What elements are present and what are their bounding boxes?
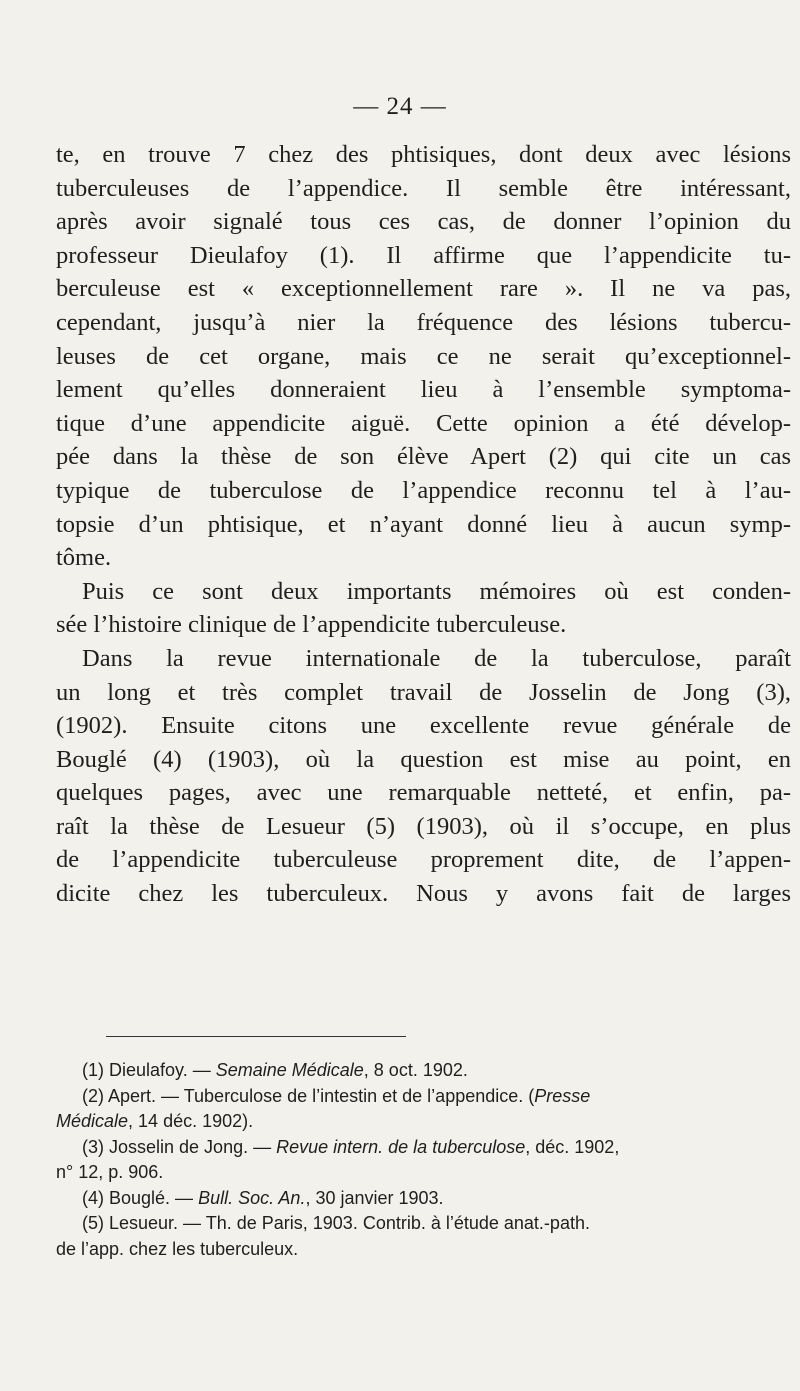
text-line: après avoir signalé tous ces cas, de donner l’opinion du <box>56 208 791 236</box>
text-line: quelques pages, avec une remarquable netteté, et enfin, pa- <box>56 779 791 807</box>
journal-title: Revue intern. de la tuberculose <box>276 1136 526 1157</box>
text-line: tique d’une appendicite aiguë. Cette opinion a été dévelop- <box>56 409 791 437</box>
footnote-text: , 30 janvier 1903. <box>305 1187 444 1208</box>
footnote-2-continued <box>56 1109 791 1135</box>
text-line: sée l’histoire clinique de l’appendicite tuberculeuse. <box>56 611 567 639</box>
text-line: typique de tuberculose de l’appendice reconnu tel à l’au- <box>56 476 791 504</box>
text-line: (1902). Ensuite citons une excellente revue générale de <box>56 712 791 740</box>
text-line: Dans la revue internationale de la tuberculose, paraît <box>82 644 791 672</box>
footnote-text: , déc. 1902, <box>525 1136 620 1157</box>
text-line: tuberculeuses de l’appendice. Il semble être intéressant, <box>56 174 791 202</box>
footnote-text: (1) Dieulafoy. — <box>82 1060 216 1080</box>
text-line: professeur Dieulafoy (1). Il affirme que l’appendicite tu- <box>56 241 791 269</box>
footnotes <box>56 1058 791 1262</box>
footnote-2 <box>56 1084 791 1110</box>
body-text <box>56 138 791 911</box>
text-line: berculeuse est « exceptionnellement rare ». Il ne va pas, <box>56 275 791 303</box>
footnote-text: (4) Bouglé. — <box>82 1187 199 1208</box>
text-line: raît la thèse de Lesueur (5) (1903), où il s’occupe, en plus <box>56 812 791 840</box>
journal-title: Médicale <box>56 1111 129 1131</box>
text-line: dicite chez les tuberculeux. Nous y avons fait de larges <box>56 880 791 908</box>
journal-title: Bull. Soc. An. <box>198 1187 306 1208</box>
text-line: te, en trouve 7 chez des phtisiques, dont deux avec lésions <box>56 141 791 168</box>
text-line: tôme. <box>56 544 112 572</box>
footnote-1 <box>56 1058 791 1084</box>
text-line: Puis ce sont deux importants mémoires où est conden- <box>82 577 791 605</box>
text-line: leuses de cet organe, mais ce ne serait qu’exceptionnel- <box>56 342 791 370</box>
journal-title: Semaine Médicale <box>215 1060 364 1080</box>
footnote-text: (3) Josselin de Jong. — <box>82 1136 277 1157</box>
footnote-text: , 8 oct. 1902. <box>363 1060 468 1080</box>
text-line: pée dans la thèse de son élève Apert (2) qui cite un cas <box>56 443 791 471</box>
text-line: lement qu’elles donneraient lieu à l’ensemble symptoma- <box>56 376 791 404</box>
footnote-text: (2) Apert. — Tuberculose de l’intestin et de l’appendice. ( <box>82 1085 535 1106</box>
footnote-5-continued: de l’app. chez les tuberculeux. <box>56 1238 299 1259</box>
text-line: de l’appendicite tuberculeuse proprement dite, de l’appen- <box>56 846 791 874</box>
footnote-4 <box>56 1186 791 1212</box>
footnote-5: (5) Lesueur. — Th. de Paris, 1903. Contrib. à l’étude anat.-path. <box>82 1213 590 1233</box>
page-number: — 24 — <box>353 93 447 120</box>
footnote-3 <box>56 1135 791 1161</box>
text-line: topsie d’un phtisique, et n’ayant donné lieu à aucun symp- <box>56 510 791 538</box>
journal-title: Presse <box>534 1085 591 1106</box>
footnote-divider <box>106 1036 406 1037</box>
text-line: cependant, jusqu’à nier la fréquence des lésions tubercu- <box>56 308 791 336</box>
footnote-text: , 14 déc. 1902). <box>128 1111 254 1131</box>
footnote-3-continued: n° 12, p. 906. <box>56 1162 164 1182</box>
text-line: un long et très complet travail de Josselin de Jong (3), <box>56 678 791 706</box>
text-line: Bouglé (4) (1903), où la question est mise au point, en <box>56 745 791 773</box>
